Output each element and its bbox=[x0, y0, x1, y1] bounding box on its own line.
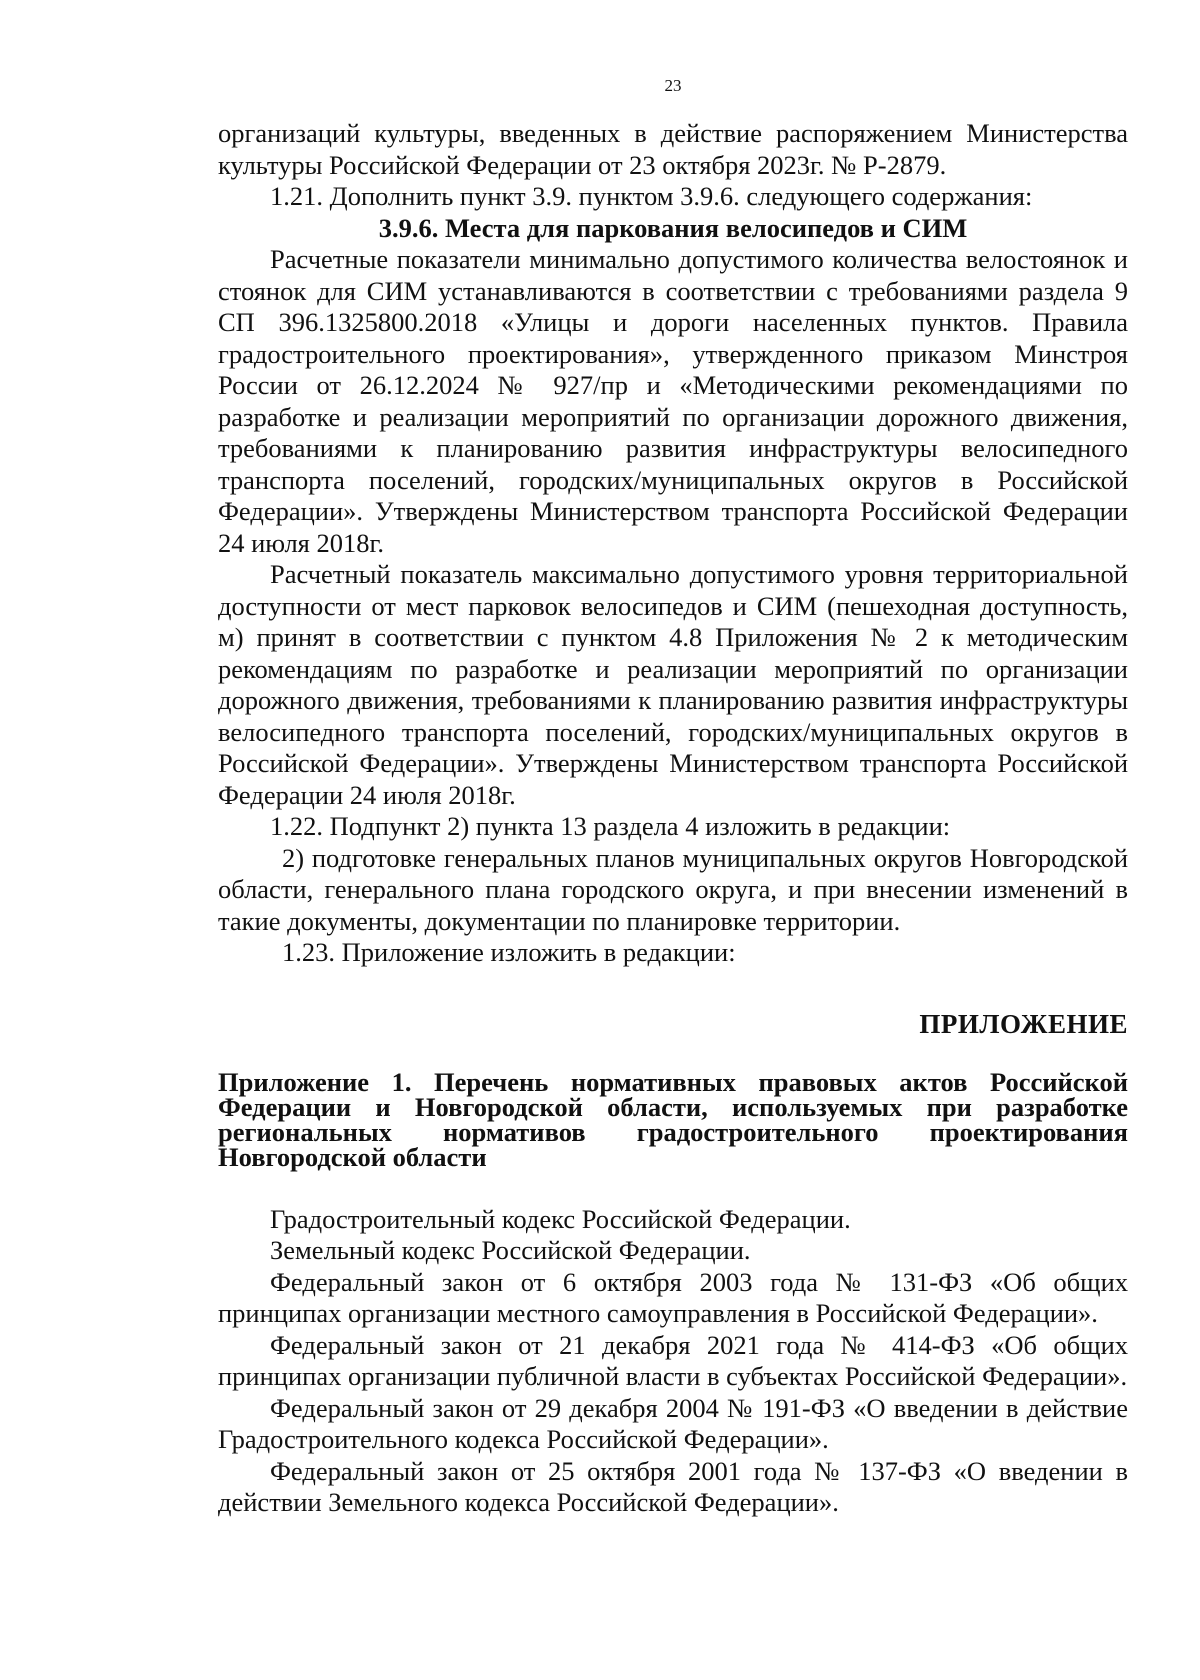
law-list-item: Федеральный закон от 21 декабря 2021 года № 414-ФЗ «Об общих принципах организации публичной власти в субъектах Российской Федерации». bbox=[218, 1329, 1128, 1391]
paragraph-max-accessibility: Расчетный показатель максимально допустимого уровня территориальной доступности от мест парковок велосипедов и СИМ (пешеходная доступность, м) принят в соответствии с пунктом 4.8 Приложения № 2 к методическим рекомендациям по разработке и реализации мероприятий по организации дорожного движения, требованиями к планированию развития инфраструктуры велосипедного транспорта поселений, городских/муниципальных округов в Российской Федерации». Утверждены Министерством транспорта Российской Федерации 24 июля 2018г. bbox=[218, 559, 1128, 810]
law-list-item: Федеральный закон от 29 декабря 2004 № 191-ФЗ «О введении в действие Градостроительного кодекса Российской Федерации». bbox=[218, 1392, 1128, 1454]
law-list-item: Федеральный закон от 25 октября 2001 года № 137-ФЗ «О введении в действии Земельного кодекса Российской Федерации». bbox=[218, 1455, 1128, 1517]
document-page bbox=[218, 76, 1128, 1519]
paragraph-subitem-2: 2) подготовке генеральных планов муниципальных округов Новгородской области, генерального плана городского округа, и при внесении изменений в такие документы, документации по планировке территории. bbox=[218, 842, 1128, 936]
appendix-heading: Приложение 1. Перечень нормативных правовых актов Российской Федерации и Новгородской области, используемых при разработке региональных нормативов градостроительного проектирования Новгородской области bbox=[218, 1066, 1128, 1172]
paragraph-1-21: 1.21. Дополнить пункт 3.9. пунктом 3.9.6. следующего содержания: bbox=[270, 181, 1033, 211]
appendix-title: ПРИЛОЖЕНИЕ bbox=[919, 1008, 1128, 1039]
law-list-item: Градостроительный кодекс Российской Федерации. bbox=[270, 1203, 851, 1234]
paragraph-1-22: 1.22. Подпункт 2) пункта 13 раздела 4 изложить в редакции: bbox=[270, 811, 951, 841]
paragraph-min-parking: Расчетные показатели минимально допустимого количества велостоянок и стоянок для СИМ устанавливаются в соответствии с требованиями раздела 9 СП 396.1325800.2018 «Улицы и дороги населенных пунктов. Правила градостроительного проектирования», утвержденного приказом Минстроя России от 26.12.2024 № 927/пр и «Методическими рекомендациями по разработке и реализации мероприятий по организации дорожного движения, требованиями к планированию развития инфраструктуры велосипедного транспорта поселений, городских/муниципальных округов в Российской Федерации». Утверждены Министерством транспорта Российской Федерации 24 июля 2018г. bbox=[218, 244, 1128, 558]
law-list-item: Федеральный закон от 6 октября 2003 года № 131-ФЗ «Об общих принципах организации местного самоуправления в Российской Федерации». bbox=[218, 1266, 1128, 1328]
section-heading-3-9-6: 3.9.6. Места для паркования велосипедов и СИМ bbox=[378, 212, 968, 243]
paragraph-culture-orgs: организаций культуры, введенных в действие распоряжением Министерства культуры Российской Федерации от 23 октября 2023г. № Р-2879. bbox=[218, 118, 1128, 180]
page-number: 23 bbox=[664, 76, 682, 95]
law-list bbox=[218, 1204, 1128, 1519]
paragraph-1-23: 1.23. Приложение изложить в редакции: bbox=[282, 937, 736, 967]
law-list-item: Земельный кодекс Российской Федерации. bbox=[270, 1235, 751, 1265]
